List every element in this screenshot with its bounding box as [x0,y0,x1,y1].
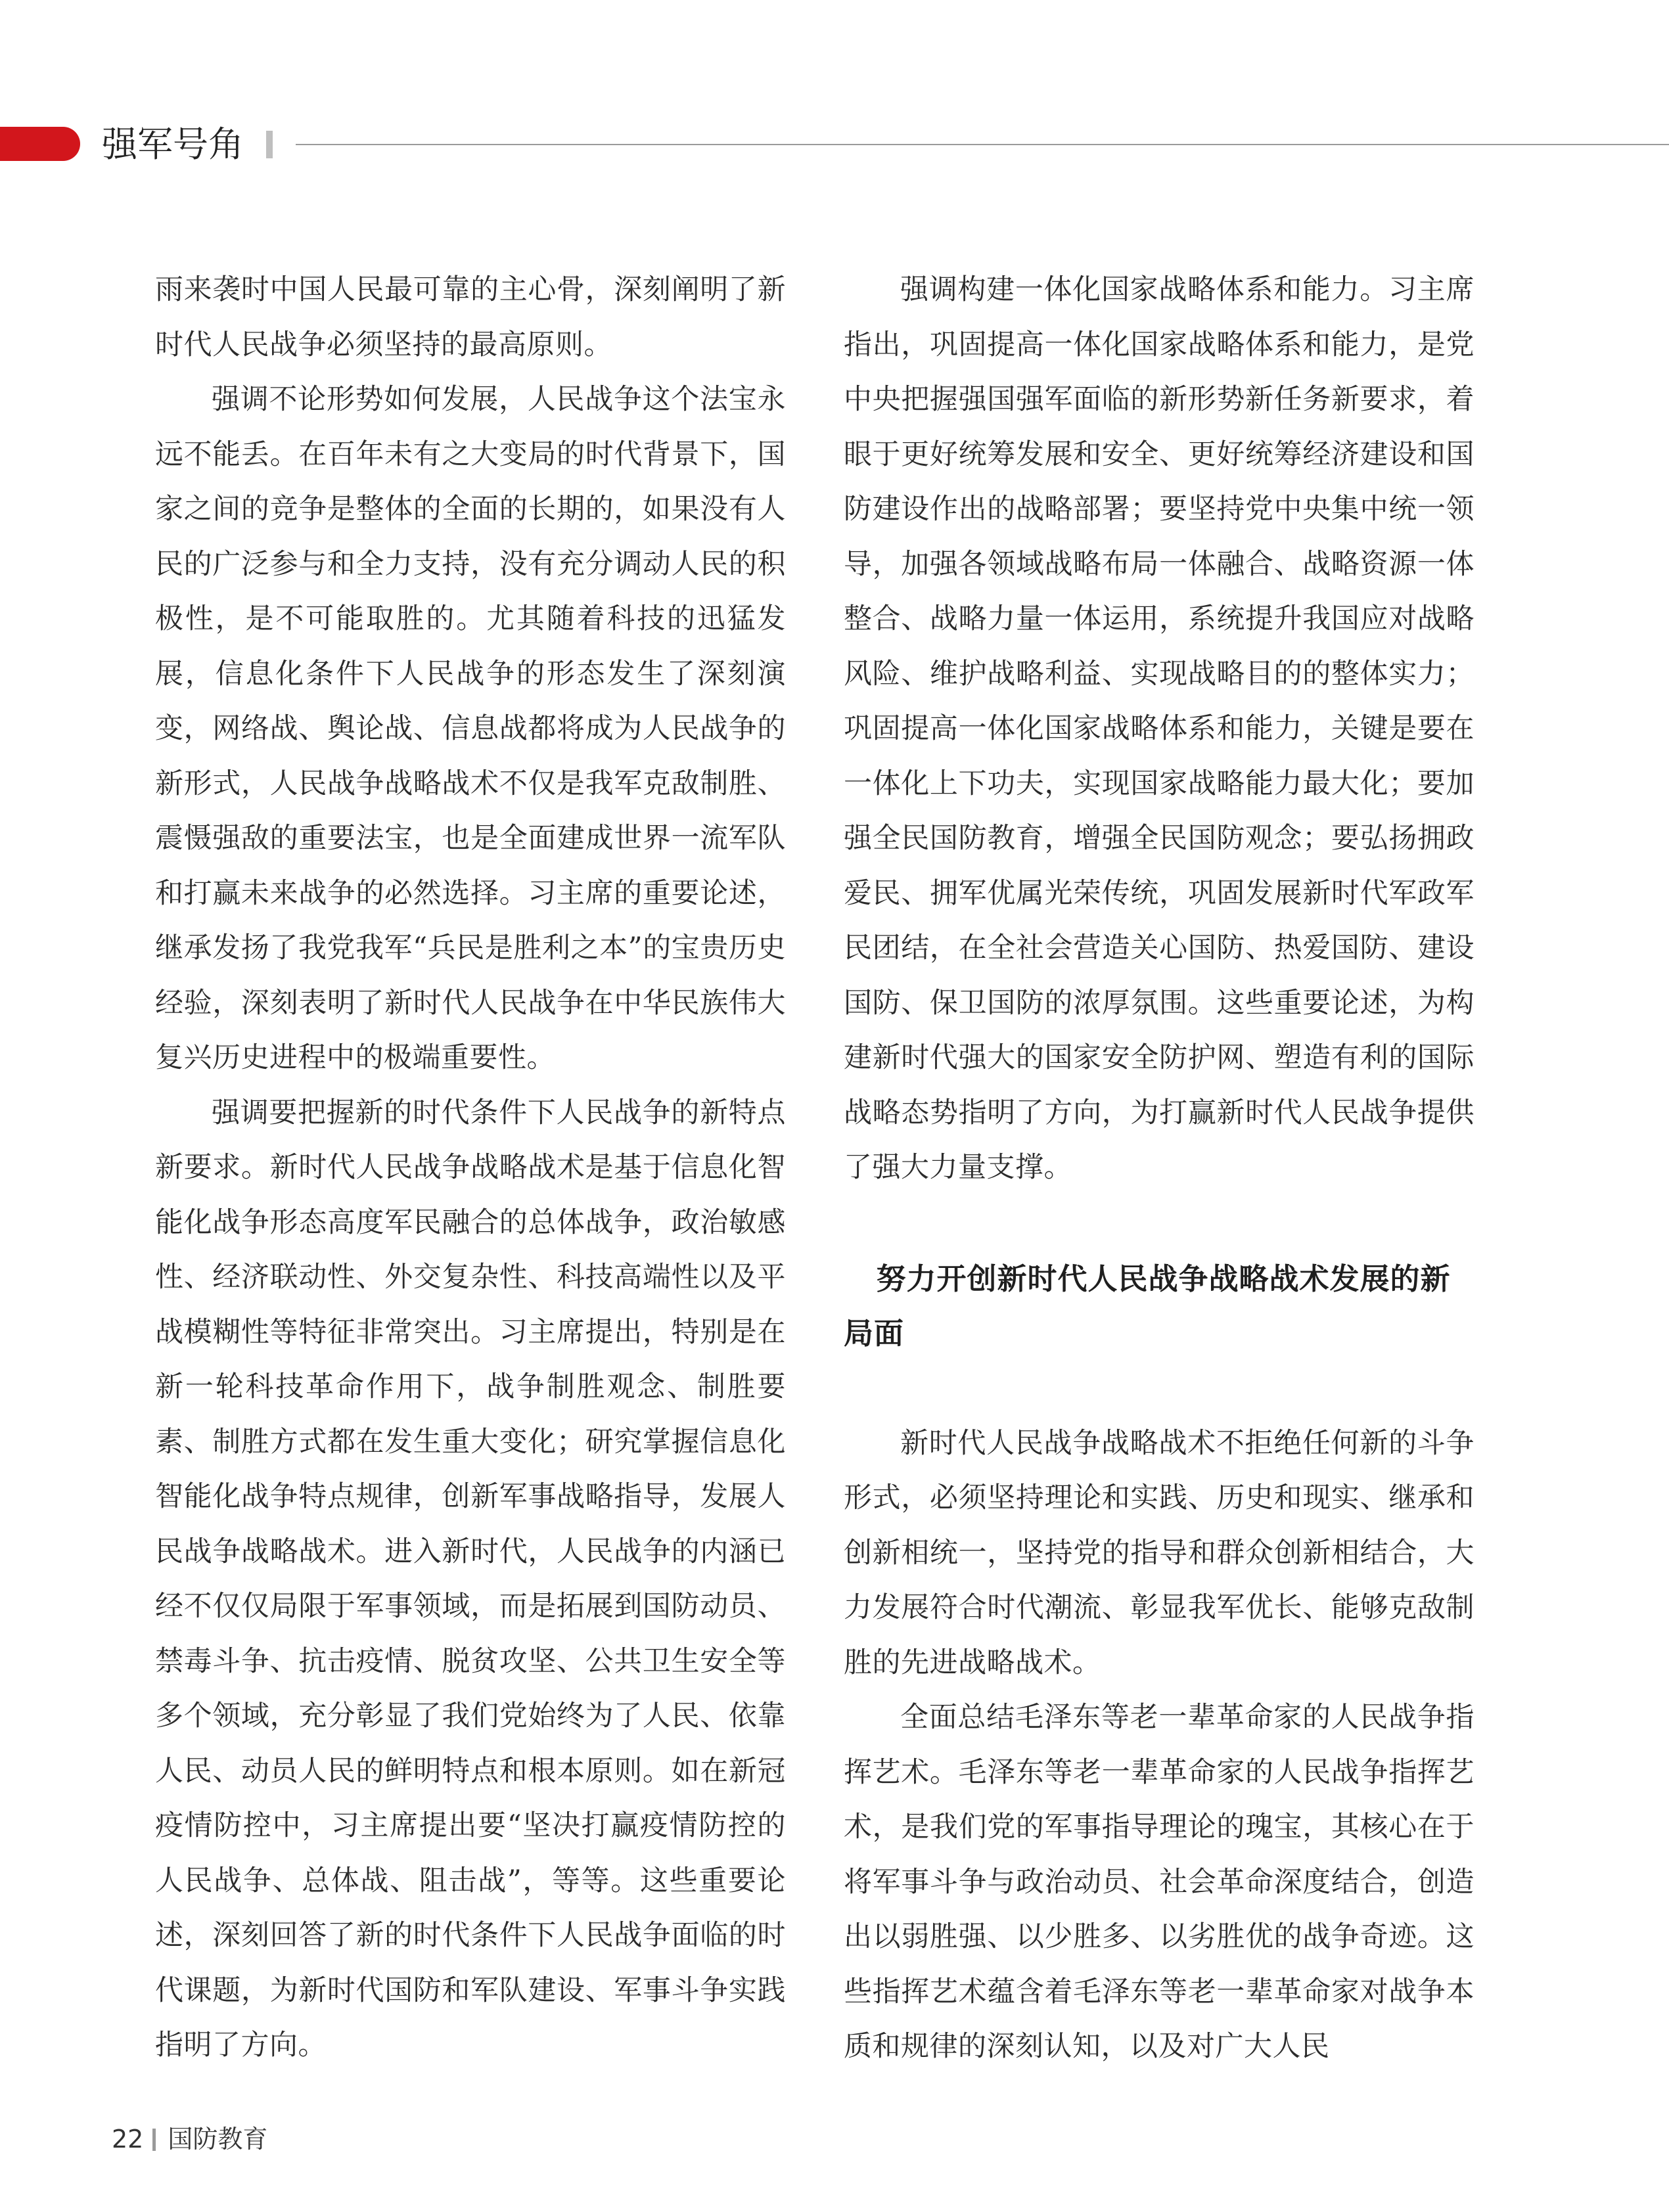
section-heading: 努力开创新时代人民战争战略战术发展的新局面 [844,1261,1451,1351]
body-paragraph: 雨来袭时中国人民最可靠的主心骨，深刻阐明了新时代人民战争必须坚持的最高原则。 [155,273,786,361]
title-separator-bar [266,131,273,158]
page-footer [112,2121,267,2157]
right-column [844,263,1475,2075]
body-paragraph: 全面总结毛泽东等老一辈革命家的人民战争指挥艺术。毛泽东等老一辈革命家的人民战争指挥艺术，是我们党的军事指导理论的瑰宝，其核心在于将军事斗争与政治动员、社会革命深度结合，创造出以弱胜强、以少胜多、以劣胜优的战争奇迹。这些指挥艺术蕴含着毛泽东等老一辈革命家对战争本质和规律的深刻认知，以及对广大人民 [844,1701,1475,2063]
section-title: 强军号角 [102,124,244,165]
section-tab-marker [0,127,80,161]
header-divider-line [296,144,1669,145]
magazine-name: 国防教育 [168,2125,268,2154]
body-paragraph: 强调要把握新的时代条件下人民战争的新特点新要求。新时代人民战争战略战术是基于信息化智能化战争形态高度军民融合的总体战争，政治敏感性、经济联动性、外交复杂性、科技高端性以及平战模糊性等特征非常突出。习主席提出，特别是在新一轮科技革命作用下，战争制胜观念、制胜要素、制胜方式都在发生重大变化；研究掌握信息化智能化战争特点规律，创新军事战略指导，发展人民战争战略战术。进入新时代，人民战争的内涵已经不仅仅局限于军事领域，而是拓展到国防动员、禁毒斗争、抗击疫情、脱贫攻坚、公共卫生安全等多个领域，充分彰显了我们党始终为了人民、依靠人民、动员人民的鲜明特点和根本原则。如在新冠疫情防控中，习主席提出要“坚决打赢疫情防控的人民战争、总体战、阻击战”，等等。这些重要论述，深刻回答了新的时代条件下人民战争面临的时代课题，为新时代国防和军队建设、军事斗争实践指明了方向。 [155,1096,786,2062]
page-number: 22 [112,2125,144,2154]
body-paragraph: 强调不论形势如何发展，人民战争这个法宝永远不能丢。在百年未有之大变局的时代背景下，国家之间的竞争是整体的全面的长期的，如果没有人民的广泛参与和全力支持，没有充分调动人民的积极性，是不可能取胜的。尤其随着科技的迅猛发展，信息化条件下人民战争的形态发生了深刻演变，网络战、舆论战、信息战都将成为人民战争的新形式，人民战争战略战术不仅是我军克敌制胜、震慑强敌的重要法宝，也是全面建成世界一流军队和打赢未来战争的必然选择。习主席的重要论述，继承发扬了我党我军“兵民是胜利之本”的宝贵历史经验，深刻表明了新时代人民战争在中华民族伟大复兴历史进程中的极端重要性。 [155,383,786,1074]
page-header [0,122,1669,168]
body-paragraph: 新时代人民战争战略战术不拒绝任何新的斗争形式，必须坚持理论和实践、历史和现实、继承和创新相统一，坚持党的指导和群众创新相结合，大力发展符合时代潮流、彰显我军优长、能够克敌制胜的先进战略战术。 [844,1426,1475,1679]
left-column [155,263,786,2073]
body-paragraph: 强调构建一体化国家战略体系和能力。习主席指出，巩固提高一体化国家战略体系和能力，是党中央把握强国强军面临的新形势新任务新要求，着眼于更好统筹发展和安全、更好统筹经济建设和国防建设作出的战略部署；要坚持党中央集中统一领导，加强各领域战略布局一体融合、战略资源一体整合、战略力量一体运用，系统提升我国应对战略风险、维护战略利益、实现战略目的的整体实力；巩固提高一体化国家战略体系和能力，关键是要在一体化上下功夫，实现国家战略能力最大化；要加强全民国防教育，增强全民国防观念；要弘扬拥政爱民、拥军优属光荣传统，巩固发展新时代军政军民团结，在全社会营造关心国防、热爱国防、建设国防、保卫国防的浓厚氛围。这些重要论述，为构建新时代强大的国家安全防护网、塑造有利的国际战略态势指明了方向，为打赢新时代人民战争提供了强大力量支撑。 [844,273,1475,1184]
footer-separator-bar [152,2129,156,2151]
